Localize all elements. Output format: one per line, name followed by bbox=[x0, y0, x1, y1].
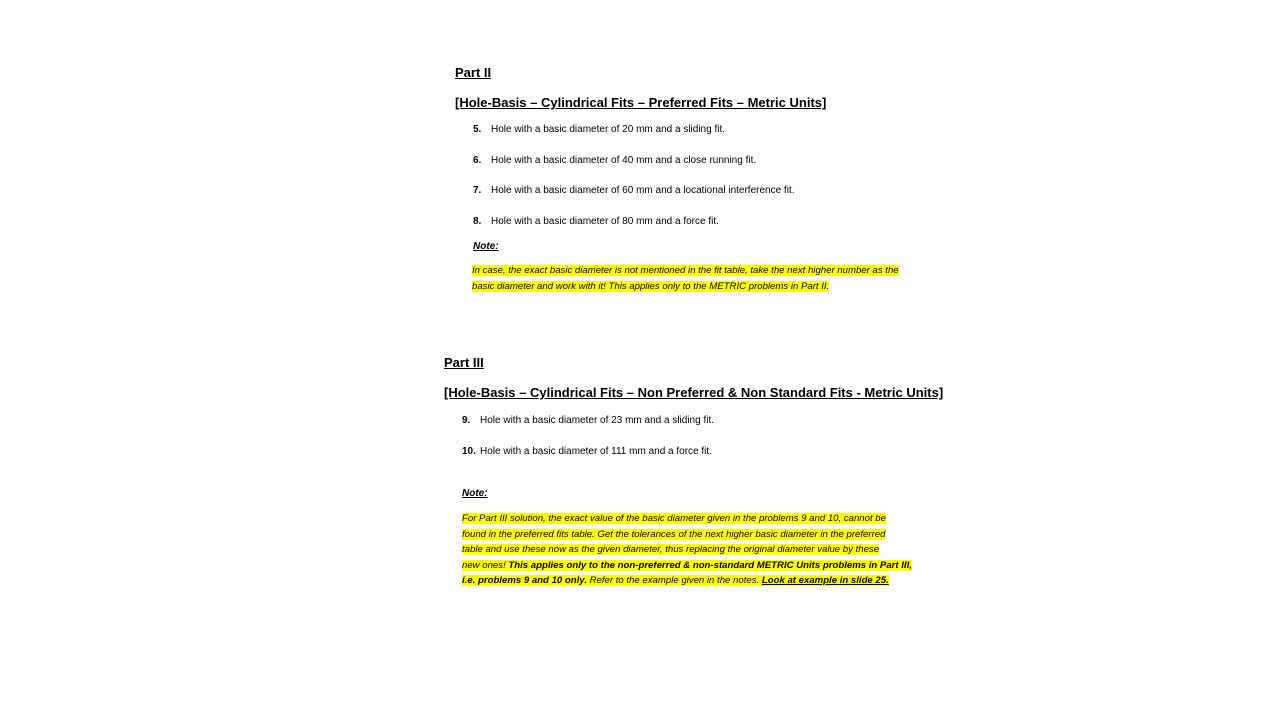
note-text: Refer to the example given in the notes. bbox=[586, 575, 762, 586]
item-number: 7. bbox=[473, 185, 482, 196]
part-3-title: Part III bbox=[444, 355, 484, 370]
note-line: found in the preferred fits table. Get the tolerances of the next higher basic diameter in the preferred bbox=[462, 528, 886, 540]
note-line: table and use these now as the given diameter, thus replacing the original diameter value by these bbox=[462, 544, 880, 555]
list-item bbox=[462, 446, 712, 457]
part-3-subtitle: [Hole-Basis – Cylindrical Fits – Non Preferred & Non Standard Fits - Metric Units] bbox=[444, 385, 944, 400]
item-number: 8. bbox=[473, 216, 482, 227]
item-number: 6. bbox=[473, 155, 482, 166]
list-item bbox=[473, 155, 756, 166]
item-text: Hole with a basic diameter of 20 mm and a sliding fit. bbox=[491, 124, 725, 135]
part-2-note bbox=[472, 263, 932, 294]
note-bold-text: i.e. problems 9 and 10 only. bbox=[462, 575, 587, 586]
note-line bbox=[462, 560, 912, 571]
item-text: Hole with a basic diameter of 111 mm and a force fit. bbox=[480, 446, 712, 457]
item-text: Hole with a basic diameter of 23 mm and a sliding fit. bbox=[480, 415, 714, 426]
note-text: new ones! bbox=[462, 559, 509, 571]
part-3-note bbox=[462, 511, 932, 589]
item-text: Hole with a basic diameter of 40 mm and a close running fit. bbox=[491, 155, 757, 166]
part-2-note-label: Note: bbox=[473, 241, 499, 252]
list-item bbox=[473, 124, 725, 135]
item-number: 9. bbox=[462, 415, 471, 426]
item-number: 5. bbox=[473, 124, 482, 135]
list-item bbox=[473, 185, 795, 196]
item-text: Hole with a basic diameter of 80 mm and a force fit. bbox=[491, 216, 719, 227]
slide-reference-link[interactable]: Look at example in slide 25. bbox=[761, 575, 889, 586]
part-2-title: Part II bbox=[455, 65, 492, 80]
note-line: basic diameter and work with it! This applies only to the METRIC problems in Part II. bbox=[472, 280, 830, 292]
note-line: For Part III solution, the exact value of the basic diameter given in the problems 9 and 10, cannot be bbox=[462, 513, 886, 524]
note-line: In case, the exact basic diameter is not mentioned in the fit table, take the next higher number as the bbox=[472, 265, 899, 276]
item-number: 10. bbox=[462, 446, 476, 457]
item-text: Hole with a basic diameter of 60 mm and a locational interference fit. bbox=[491, 185, 795, 196]
list-item bbox=[473, 216, 719, 227]
list-item bbox=[462, 415, 714, 426]
part-2-subtitle: [Hole-Basis – Cylindrical Fits – Preferred Fits – Metric Units] bbox=[455, 95, 827, 110]
part-3-note-label: Note: bbox=[462, 488, 488, 499]
note-line bbox=[462, 575, 889, 586]
note-bold-text: This applies only to the non-preferred & non-standard METRIC Units problems in Part III, bbox=[508, 559, 912, 571]
